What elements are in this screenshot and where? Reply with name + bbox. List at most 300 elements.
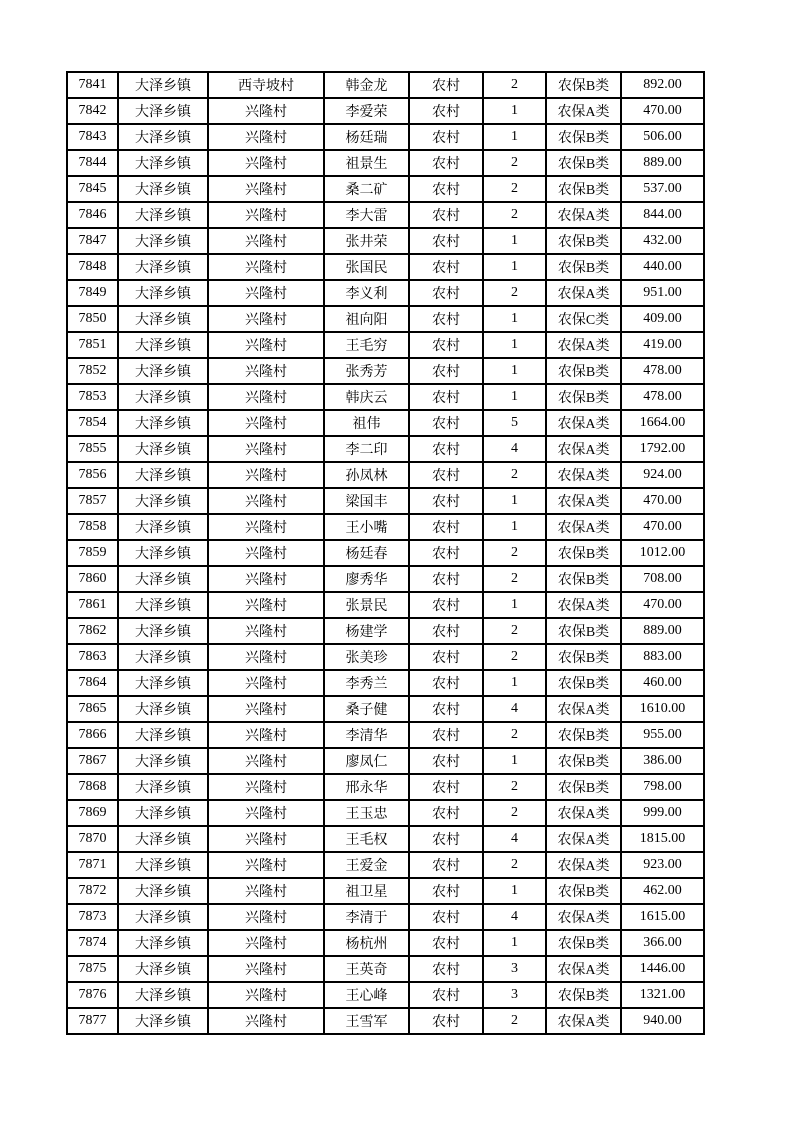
cell-person-name: 王小嘴 bbox=[324, 514, 409, 540]
table-row bbox=[67, 462, 704, 488]
table-row bbox=[67, 228, 704, 254]
cell-insurance-category: 农保B类 bbox=[546, 150, 621, 176]
cell-seq: 7868 bbox=[67, 774, 118, 800]
cell-residence-type: 农村 bbox=[409, 72, 483, 98]
cell-seq: 7870 bbox=[67, 826, 118, 852]
cell-township: 大泽乡镇 bbox=[118, 228, 208, 254]
cell-seq: 7855 bbox=[67, 436, 118, 462]
cell-township: 大泽乡镇 bbox=[118, 904, 208, 930]
cell-amount: 798.00 bbox=[621, 774, 704, 800]
cell-person-name: 王雪军 bbox=[324, 1008, 409, 1034]
cell-amount: 955.00 bbox=[621, 722, 704, 748]
cell-insurance-category: 农保A类 bbox=[546, 202, 621, 228]
cell-seq: 7853 bbox=[67, 384, 118, 410]
cell-village: 兴隆村 bbox=[208, 332, 324, 358]
cell-residence-type: 农村 bbox=[409, 228, 483, 254]
cell-insurance-category: 农保A类 bbox=[546, 280, 621, 306]
cell-person-count: 2 bbox=[483, 202, 546, 228]
cell-amount: 366.00 bbox=[621, 930, 704, 956]
cell-township: 大泽乡镇 bbox=[118, 592, 208, 618]
cell-township: 大泽乡镇 bbox=[118, 982, 208, 1008]
cell-seq: 7857 bbox=[67, 488, 118, 514]
cell-person-count: 1 bbox=[483, 124, 546, 150]
cell-township: 大泽乡镇 bbox=[118, 332, 208, 358]
cell-amount: 1012.00 bbox=[621, 540, 704, 566]
cell-township: 大泽乡镇 bbox=[118, 280, 208, 306]
table-row bbox=[67, 1008, 704, 1034]
cell-residence-type: 农村 bbox=[409, 956, 483, 982]
cell-township: 大泽乡镇 bbox=[118, 176, 208, 202]
cell-person-count: 5 bbox=[483, 410, 546, 436]
cell-amount: 1321.00 bbox=[621, 982, 704, 1008]
cell-person-count: 4 bbox=[483, 904, 546, 930]
cell-village: 兴隆村 bbox=[208, 358, 324, 384]
table-body bbox=[67, 72, 704, 1034]
cell-insurance-category: 农保A类 bbox=[546, 410, 621, 436]
cell-village: 兴隆村 bbox=[208, 202, 324, 228]
cell-amount: 889.00 bbox=[621, 618, 704, 644]
cell-village: 兴隆村 bbox=[208, 150, 324, 176]
cell-township: 大泽乡镇 bbox=[118, 956, 208, 982]
table-row bbox=[67, 826, 704, 852]
cell-village: 兴隆村 bbox=[208, 176, 324, 202]
cell-person-name: 王毛穷 bbox=[324, 332, 409, 358]
cell-residence-type: 农村 bbox=[409, 904, 483, 930]
cell-person-count: 2 bbox=[483, 150, 546, 176]
cell-insurance-category: 农保B类 bbox=[546, 124, 621, 150]
cell-seq: 7859 bbox=[67, 540, 118, 566]
cell-village: 兴隆村 bbox=[208, 436, 324, 462]
cell-insurance-category: 农保B类 bbox=[546, 982, 621, 1008]
cell-township: 大泽乡镇 bbox=[118, 1008, 208, 1034]
cell-person-name: 李清于 bbox=[324, 904, 409, 930]
cell-village: 兴隆村 bbox=[208, 228, 324, 254]
cell-person-count: 4 bbox=[483, 696, 546, 722]
cell-seq: 7860 bbox=[67, 566, 118, 592]
cell-seq: 7844 bbox=[67, 150, 118, 176]
cell-person-count: 1 bbox=[483, 306, 546, 332]
table-row bbox=[67, 358, 704, 384]
cell-residence-type: 农村 bbox=[409, 488, 483, 514]
cell-insurance-category: 农保B类 bbox=[546, 176, 621, 202]
cell-person-name: 杨建学 bbox=[324, 618, 409, 644]
cell-village: 兴隆村 bbox=[208, 800, 324, 826]
cell-village: 兴隆村 bbox=[208, 98, 324, 124]
cell-township: 大泽乡镇 bbox=[118, 462, 208, 488]
cell-seq: 7877 bbox=[67, 1008, 118, 1034]
cell-person-name: 祖伟 bbox=[324, 410, 409, 436]
cell-insurance-category: 农保B类 bbox=[546, 930, 621, 956]
cell-village: 兴隆村 bbox=[208, 826, 324, 852]
cell-village: 兴隆村 bbox=[208, 956, 324, 982]
cell-seq: 7862 bbox=[67, 618, 118, 644]
cell-township: 大泽乡镇 bbox=[118, 774, 208, 800]
cell-person-count: 1 bbox=[483, 254, 546, 280]
cell-village: 兴隆村 bbox=[208, 722, 324, 748]
cell-insurance-category: 农保B类 bbox=[546, 670, 621, 696]
cell-township: 大泽乡镇 bbox=[118, 670, 208, 696]
table-row bbox=[67, 982, 704, 1008]
cell-person-name: 祖景生 bbox=[324, 150, 409, 176]
cell-village: 兴隆村 bbox=[208, 462, 324, 488]
table-row bbox=[67, 176, 704, 202]
cell-person-name: 杨廷春 bbox=[324, 540, 409, 566]
cell-village: 兴隆村 bbox=[208, 488, 324, 514]
cell-person-count: 2 bbox=[483, 540, 546, 566]
cell-residence-type: 农村 bbox=[409, 930, 483, 956]
cell-seq: 7848 bbox=[67, 254, 118, 280]
cell-village: 兴隆村 bbox=[208, 696, 324, 722]
cell-insurance-category: 农保B类 bbox=[546, 878, 621, 904]
cell-seq: 7872 bbox=[67, 878, 118, 904]
cell-amount: 460.00 bbox=[621, 670, 704, 696]
cell-person-count: 2 bbox=[483, 462, 546, 488]
cell-township: 大泽乡镇 bbox=[118, 540, 208, 566]
data-table bbox=[66, 71, 705, 1035]
cell-seq: 7876 bbox=[67, 982, 118, 1008]
cell-residence-type: 农村 bbox=[409, 306, 483, 332]
cell-insurance-category: 农保A类 bbox=[546, 852, 621, 878]
cell-residence-type: 农村 bbox=[409, 540, 483, 566]
cell-insurance-category: 农保A类 bbox=[546, 1008, 621, 1034]
cell-insurance-category: 农保A类 bbox=[546, 436, 621, 462]
cell-person-count: 2 bbox=[483, 774, 546, 800]
cell-insurance-category: 农保B类 bbox=[546, 748, 621, 774]
cell-residence-type: 农村 bbox=[409, 826, 483, 852]
cell-insurance-category: 农保A类 bbox=[546, 826, 621, 852]
cell-seq: 7841 bbox=[67, 72, 118, 98]
cell-township: 大泽乡镇 bbox=[118, 358, 208, 384]
cell-residence-type: 农村 bbox=[409, 748, 483, 774]
cell-insurance-category: 农保A类 bbox=[546, 488, 621, 514]
cell-seq: 7852 bbox=[67, 358, 118, 384]
cell-person-count: 3 bbox=[483, 956, 546, 982]
cell-person-count: 2 bbox=[483, 722, 546, 748]
table-row bbox=[67, 306, 704, 332]
cell-insurance-category: 农保A类 bbox=[546, 514, 621, 540]
cell-amount: 478.00 bbox=[621, 384, 704, 410]
cell-person-name: 李大雷 bbox=[324, 202, 409, 228]
cell-seq: 7873 bbox=[67, 904, 118, 930]
cell-person-name: 李二印 bbox=[324, 436, 409, 462]
cell-insurance-category: 农保A类 bbox=[546, 904, 621, 930]
cell-person-name: 廖凤仁 bbox=[324, 748, 409, 774]
cell-person-name: 王心峰 bbox=[324, 982, 409, 1008]
cell-residence-type: 农村 bbox=[409, 358, 483, 384]
cell-person-count: 2 bbox=[483, 644, 546, 670]
cell-person-count: 2 bbox=[483, 852, 546, 878]
cell-village: 兴隆村 bbox=[208, 670, 324, 696]
cell-village: 西寺坡村 bbox=[208, 72, 324, 98]
cell-person-name: 廖秀华 bbox=[324, 566, 409, 592]
cell-amount: 386.00 bbox=[621, 748, 704, 774]
cell-insurance-category: 农保B类 bbox=[546, 774, 621, 800]
cell-person-name: 孙凤林 bbox=[324, 462, 409, 488]
cell-residence-type: 农村 bbox=[409, 410, 483, 436]
cell-village: 兴隆村 bbox=[208, 514, 324, 540]
cell-seq: 7865 bbox=[67, 696, 118, 722]
cell-insurance-category: 农保A类 bbox=[546, 800, 621, 826]
cell-amount: 923.00 bbox=[621, 852, 704, 878]
cell-residence-type: 农村 bbox=[409, 618, 483, 644]
cell-insurance-category: 农保B类 bbox=[546, 540, 621, 566]
cell-residence-type: 农村 bbox=[409, 800, 483, 826]
cell-person-count: 4 bbox=[483, 436, 546, 462]
cell-residence-type: 农村 bbox=[409, 878, 483, 904]
cell-seq: 7842 bbox=[67, 98, 118, 124]
table-row bbox=[67, 540, 704, 566]
cell-person-name: 韩庆云 bbox=[324, 384, 409, 410]
cell-township: 大泽乡镇 bbox=[118, 254, 208, 280]
cell-seq: 7871 bbox=[67, 852, 118, 878]
cell-person-name: 祖卫星 bbox=[324, 878, 409, 904]
cell-township: 大泽乡镇 bbox=[118, 748, 208, 774]
cell-amount: 419.00 bbox=[621, 332, 704, 358]
cell-seq: 7843 bbox=[67, 124, 118, 150]
cell-insurance-category: 农保B类 bbox=[546, 644, 621, 670]
table-row bbox=[67, 280, 704, 306]
table-row bbox=[67, 904, 704, 930]
cell-insurance-category: 农保B类 bbox=[546, 722, 621, 748]
cell-township: 大泽乡镇 bbox=[118, 722, 208, 748]
table-row bbox=[67, 696, 704, 722]
cell-residence-type: 农村 bbox=[409, 670, 483, 696]
cell-amount: 951.00 bbox=[621, 280, 704, 306]
cell-seq: 7866 bbox=[67, 722, 118, 748]
cell-residence-type: 农村 bbox=[409, 98, 483, 124]
cell-village: 兴隆村 bbox=[208, 410, 324, 436]
cell-person-count: 3 bbox=[483, 982, 546, 1008]
cell-village: 兴隆村 bbox=[208, 852, 324, 878]
table-row bbox=[67, 930, 704, 956]
cell-residence-type: 农村 bbox=[409, 1008, 483, 1034]
cell-person-count: 2 bbox=[483, 72, 546, 98]
cell-amount: 470.00 bbox=[621, 98, 704, 124]
table-row bbox=[67, 514, 704, 540]
table-row bbox=[67, 254, 704, 280]
cell-township: 大泽乡镇 bbox=[118, 306, 208, 332]
cell-residence-type: 农村 bbox=[409, 124, 483, 150]
cell-residence-type: 农村 bbox=[409, 514, 483, 540]
cell-township: 大泽乡镇 bbox=[118, 644, 208, 670]
cell-insurance-category: 农保C类 bbox=[546, 306, 621, 332]
cell-amount: 470.00 bbox=[621, 514, 704, 540]
cell-person-count: 2 bbox=[483, 618, 546, 644]
cell-residence-type: 农村 bbox=[409, 722, 483, 748]
cell-township: 大泽乡镇 bbox=[118, 696, 208, 722]
cell-township: 大泽乡镇 bbox=[118, 618, 208, 644]
cell-seq: 7875 bbox=[67, 956, 118, 982]
cell-seq: 7858 bbox=[67, 514, 118, 540]
cell-person-count: 1 bbox=[483, 488, 546, 514]
cell-amount: 478.00 bbox=[621, 358, 704, 384]
cell-amount: 889.00 bbox=[621, 150, 704, 176]
cell-person-name: 韩金龙 bbox=[324, 72, 409, 98]
cell-insurance-category: 农保A类 bbox=[546, 98, 621, 124]
cell-person-count: 2 bbox=[483, 566, 546, 592]
cell-residence-type: 农村 bbox=[409, 592, 483, 618]
cell-seq: 7864 bbox=[67, 670, 118, 696]
cell-residence-type: 农村 bbox=[409, 202, 483, 228]
cell-village: 兴隆村 bbox=[208, 878, 324, 904]
cell-person-count: 1 bbox=[483, 670, 546, 696]
cell-township: 大泽乡镇 bbox=[118, 436, 208, 462]
cell-township: 大泽乡镇 bbox=[118, 150, 208, 176]
cell-person-count: 1 bbox=[483, 748, 546, 774]
cell-village: 兴隆村 bbox=[208, 1008, 324, 1034]
cell-person-name: 李清华 bbox=[324, 722, 409, 748]
cell-township: 大泽乡镇 bbox=[118, 202, 208, 228]
cell-person-name: 祖向阳 bbox=[324, 306, 409, 332]
table-row bbox=[67, 436, 704, 462]
table-row bbox=[67, 384, 704, 410]
cell-township: 大泽乡镇 bbox=[118, 124, 208, 150]
table-row bbox=[67, 566, 704, 592]
cell-person-count: 1 bbox=[483, 592, 546, 618]
cell-seq: 7856 bbox=[67, 462, 118, 488]
cell-village: 兴隆村 bbox=[208, 982, 324, 1008]
cell-person-name: 王毛权 bbox=[324, 826, 409, 852]
table-row bbox=[67, 722, 704, 748]
cell-amount: 1664.00 bbox=[621, 410, 704, 436]
cell-amount: 708.00 bbox=[621, 566, 704, 592]
cell-village: 兴隆村 bbox=[208, 254, 324, 280]
cell-person-count: 2 bbox=[483, 176, 546, 202]
table-row bbox=[67, 748, 704, 774]
cell-seq: 7874 bbox=[67, 930, 118, 956]
cell-village: 兴隆村 bbox=[208, 540, 324, 566]
cell-amount: 470.00 bbox=[621, 592, 704, 618]
cell-township: 大泽乡镇 bbox=[118, 878, 208, 904]
cell-residence-type: 农村 bbox=[409, 254, 483, 280]
cell-township: 大泽乡镇 bbox=[118, 566, 208, 592]
cell-seq: 7846 bbox=[67, 202, 118, 228]
cell-person-name: 李秀兰 bbox=[324, 670, 409, 696]
table-row bbox=[67, 124, 704, 150]
cell-seq: 7847 bbox=[67, 228, 118, 254]
cell-seq: 7867 bbox=[67, 748, 118, 774]
cell-insurance-category: 农保A类 bbox=[546, 956, 621, 982]
cell-residence-type: 农村 bbox=[409, 436, 483, 462]
cell-person-name: 邢永华 bbox=[324, 774, 409, 800]
cell-person-name: 张秀芳 bbox=[324, 358, 409, 384]
cell-person-count: 1 bbox=[483, 358, 546, 384]
cell-village: 兴隆村 bbox=[208, 774, 324, 800]
table-row bbox=[67, 644, 704, 670]
cell-person-name: 张井荣 bbox=[324, 228, 409, 254]
cell-seq: 7861 bbox=[67, 592, 118, 618]
cell-person-name: 王英奇 bbox=[324, 956, 409, 982]
table-row bbox=[67, 956, 704, 982]
cell-township: 大泽乡镇 bbox=[118, 514, 208, 540]
cell-township: 大泽乡镇 bbox=[118, 800, 208, 826]
cell-residence-type: 农村 bbox=[409, 280, 483, 306]
cell-person-count: 4 bbox=[483, 826, 546, 852]
cell-person-count: 2 bbox=[483, 280, 546, 306]
cell-residence-type: 农村 bbox=[409, 384, 483, 410]
cell-village: 兴隆村 bbox=[208, 280, 324, 306]
cell-township: 大泽乡镇 bbox=[118, 384, 208, 410]
cell-village: 兴隆村 bbox=[208, 644, 324, 670]
cell-insurance-category: 农保B类 bbox=[546, 566, 621, 592]
cell-township: 大泽乡镇 bbox=[118, 826, 208, 852]
cell-seq: 7854 bbox=[67, 410, 118, 436]
cell-person-name: 杨廷瑞 bbox=[324, 124, 409, 150]
cell-amount: 883.00 bbox=[621, 644, 704, 670]
table-row bbox=[67, 618, 704, 644]
cell-township: 大泽乡镇 bbox=[118, 98, 208, 124]
cell-person-count: 1 bbox=[483, 514, 546, 540]
cell-township: 大泽乡镇 bbox=[118, 930, 208, 956]
cell-insurance-category: 农保A类 bbox=[546, 332, 621, 358]
cell-person-name: 桑二矿 bbox=[324, 176, 409, 202]
cell-township: 大泽乡镇 bbox=[118, 410, 208, 436]
cell-amount: 462.00 bbox=[621, 878, 704, 904]
cell-seq: 7863 bbox=[67, 644, 118, 670]
cell-person-name: 张景民 bbox=[324, 592, 409, 618]
cell-village: 兴隆村 bbox=[208, 618, 324, 644]
cell-amount: 1815.00 bbox=[621, 826, 704, 852]
cell-residence-type: 农村 bbox=[409, 150, 483, 176]
cell-residence-type: 农村 bbox=[409, 332, 483, 358]
cell-amount: 537.00 bbox=[621, 176, 704, 202]
cell-person-count: 2 bbox=[483, 1008, 546, 1034]
cell-village: 兴隆村 bbox=[208, 306, 324, 332]
cell-township: 大泽乡镇 bbox=[118, 488, 208, 514]
cell-person-name: 王玉忠 bbox=[324, 800, 409, 826]
cell-township: 大泽乡镇 bbox=[118, 852, 208, 878]
table-row bbox=[67, 670, 704, 696]
cell-amount: 432.00 bbox=[621, 228, 704, 254]
cell-residence-type: 农村 bbox=[409, 774, 483, 800]
table-row bbox=[67, 800, 704, 826]
table-row bbox=[67, 150, 704, 176]
cell-person-name: 张美珍 bbox=[324, 644, 409, 670]
cell-insurance-category: 农保A类 bbox=[546, 696, 621, 722]
cell-residence-type: 农村 bbox=[409, 462, 483, 488]
cell-village: 兴隆村 bbox=[208, 930, 324, 956]
cell-amount: 1792.00 bbox=[621, 436, 704, 462]
cell-person-name: 李义利 bbox=[324, 280, 409, 306]
cell-amount: 1610.00 bbox=[621, 696, 704, 722]
cell-residence-type: 农村 bbox=[409, 566, 483, 592]
table-row bbox=[67, 774, 704, 800]
cell-village: 兴隆村 bbox=[208, 124, 324, 150]
cell-person-count: 1 bbox=[483, 384, 546, 410]
cell-person-count: 1 bbox=[483, 930, 546, 956]
cell-seq: 7845 bbox=[67, 176, 118, 202]
cell-seq: 7849 bbox=[67, 280, 118, 306]
cell-village: 兴隆村 bbox=[208, 384, 324, 410]
cell-amount: 1615.00 bbox=[621, 904, 704, 930]
cell-person-count: 2 bbox=[483, 800, 546, 826]
cell-person-name: 张国民 bbox=[324, 254, 409, 280]
cell-person-count: 1 bbox=[483, 98, 546, 124]
cell-person-count: 1 bbox=[483, 332, 546, 358]
table-row bbox=[67, 410, 704, 436]
cell-amount: 506.00 bbox=[621, 124, 704, 150]
table-row bbox=[67, 202, 704, 228]
cell-amount: 844.00 bbox=[621, 202, 704, 228]
table-row bbox=[67, 488, 704, 514]
cell-person-name: 桑子健 bbox=[324, 696, 409, 722]
cell-insurance-category: 农保B类 bbox=[546, 384, 621, 410]
cell-person-name: 杨杭州 bbox=[324, 930, 409, 956]
cell-amount: 940.00 bbox=[621, 1008, 704, 1034]
cell-seq: 7869 bbox=[67, 800, 118, 826]
cell-person-name: 李爱荣 bbox=[324, 98, 409, 124]
table-row bbox=[67, 72, 704, 98]
